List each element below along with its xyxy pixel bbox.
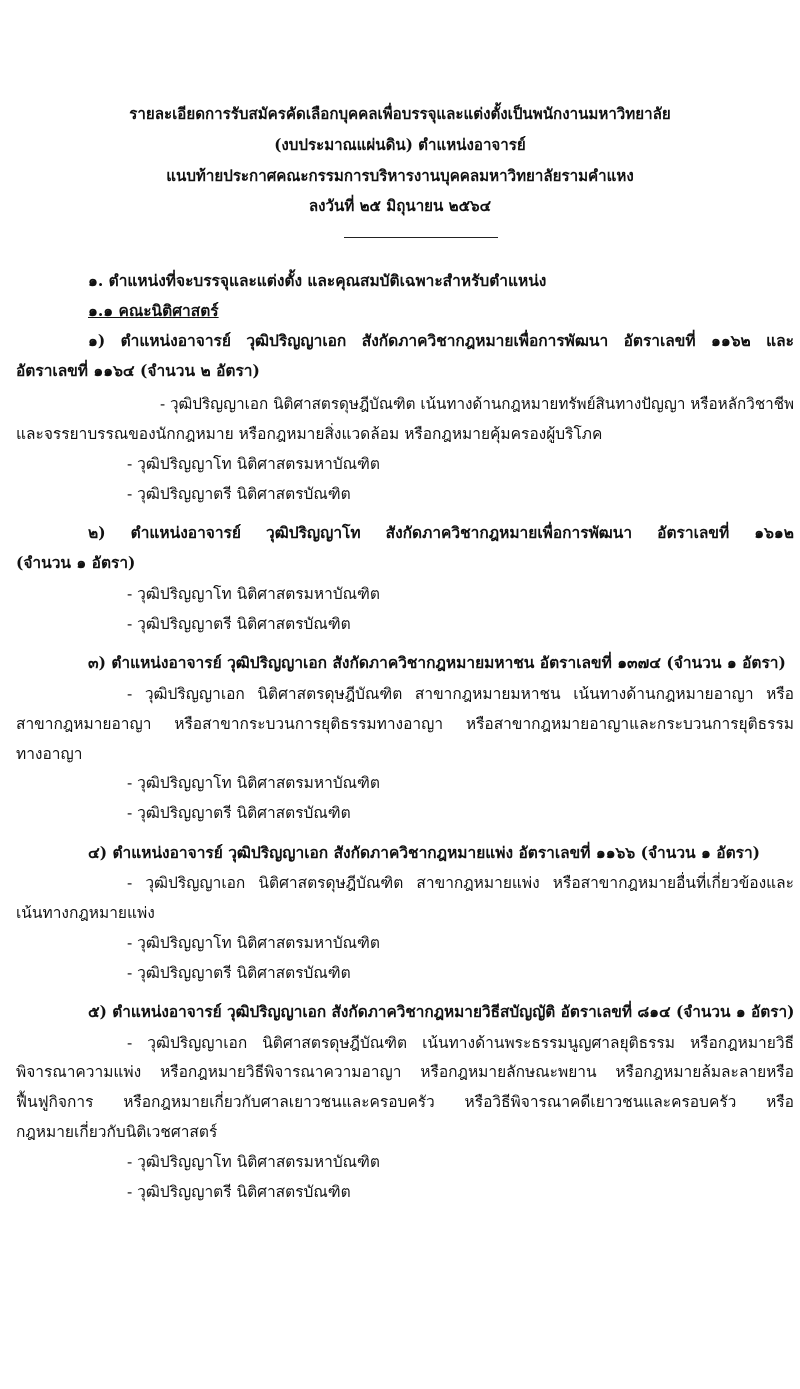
position-1-title: ๑) ตำแหน่งอาจารย์ วุฒิปริญญาเอก สังกัดภาควิชากฎหมายเพื่อการพัฒนา อัตราเลขที่ ๑๑๖๒ และ — [88, 331, 794, 350]
faculty-name: ๑.๑ คณะนิติศาสตร์ — [88, 301, 219, 320]
position-3-desc-cont: สาขากฎหมายอาญา หรือสาขากระบวนการยุติธรรมทางอาญา หรือสาขากฎหมายอาญาและกระบวนการยุติธรรม — [16, 715, 794, 733]
section-subheading — [88, 300, 219, 322]
document-title-line-1: รายละเอียดการรับสมัครคัดเลือกบุคคลเพื่อบรรจุและแต่งตั้งเป็นพนักงานมหาวิทยาลัย — [129, 104, 671, 123]
position-1-qual-bachelors: - วุฒิปริญญาตรี นิติศาสตรบัณฑิต — [127, 485, 351, 503]
position-3-qual-bachelors: - วุฒิปริญญาตรี นิติศาสตรบัณฑิต — [127, 804, 351, 822]
position-2-title: ๒) ตำแหน่งอาจารย์ วุฒิปริญญาโท สังกัดภาควิชากฎหมายเพื่อการพัฒนา อัตราเลขที่ ๑๖๑๒ — [88, 523, 794, 542]
position-1-qual-masters: - วุฒิปริญญาโท นิติศาสตรมหาบัณฑิต — [127, 455, 380, 473]
position-4-desc-cont: เน้นทางกฎหมายแพ่ง — [16, 904, 155, 922]
position-5-desc-end: กฎหมายเกี่ยวกับนิติเวชศาสตร์ — [16, 1123, 218, 1141]
position-4-qual-masters: - วุฒิปริญญาโท นิติศาสตรมหาบัณฑิต — [127, 934, 380, 952]
position-2-title-cont: (จำนวน ๑ อัตรา) — [16, 553, 136, 572]
position-5-desc-cont-2: ฟื้นฟูกิจการ หรือกฎหมายเกี่ยวกับศาลเยาวชนและครอบครัว หรือวิธีพิจารณาคดีเยาวชนและครอบครัว หรือ — [16, 1093, 794, 1111]
document-title-line-2: (งบประมาณแผ่นดิน) ตำแหน่งอาจารย์ — [274, 135, 526, 154]
position-2-qual-masters: - วุฒิปริญญาโท นิติศาสตรมหาบัณฑิต — [127, 585, 380, 603]
position-5-qual-bachelors: - วุฒิปริญญาตรี นิติศาสตรบัณฑิต — [127, 1183, 351, 1201]
position-5-qual-masters: - วุฒิปริญญาโท นิติศาสตรมหาบัณฑิต — [127, 1153, 380, 1171]
position-4-title: ๔) ตำแหน่งอาจารย์ วุฒิปริญญาเอก สังกัดภาควิชากฎหมายแพ่ง อัตราเลขที่ ๑๑๖๖ (จำนวน ๑ อัตรา) — [88, 843, 761, 862]
position-3-title: ๓) ตำแหน่งอาจารย์ วุฒิปริญญาเอก สังกัดภาควิชากฎหมายมหาชน อัตราเลขที่ ๑๓๗๔ (จำนวน ๑ อัตรา) — [88, 653, 786, 672]
position-2-qual-bachelors: - วุฒิปริญญาตรี นิติศาสตรบัณฑิต — [127, 615, 351, 633]
position-4-qual-bachelors: - วุฒิปริญญาตรี นิติศาสตรบัณฑิต — [127, 964, 351, 982]
position-3-desc-end: ทางอาญา — [16, 745, 83, 763]
position-1-title-cont: อัตราเลขที่ ๑๑๖๔ (จำนวน ๒ อัตรา) — [16, 361, 260, 380]
document-title-line-3: แนบท้ายประกาศคณะกรรมการบริหารงานบุคคลมหาวิทยาลัยรามคำแหง — [166, 166, 634, 185]
position-5-title: ๕) ตำแหน่งอาจารย์ วุฒิปริญญาเอก สังกัดภาควิชากฎหมายวิธีสบัญญัติ อัตราเลขที่ ๘๑๔ (จำนวน ๑ อัตรา) — [88, 1002, 795, 1021]
section-heading: ๑. ตำแหน่งที่จะบรรจุและแต่งตั้ง และคุณสมบัติเฉพาะสำหรับตำแหน่ง — [88, 271, 547, 290]
position-4-desc: - วุฒิปริญญาเอก นิติศาสตรดุษฎีบัณฑิต สาขากฎหมายแพ่ง หรือสาขากฎหมายอื่นที่เกี่ยวข้องและ — [127, 874, 794, 892]
document-date-line: ลงวันที่ ๒๕ มิถุนายน ๒๕๖๔ — [308, 196, 492, 215]
position-1-desc: - วุฒิปริญญาเอก นิติศาสตรดุษฎีบัณฑิต เน้นทางด้านกฎหมายทรัพย์สินทางปัญญา หรือหลักวิชาชีพ — [160, 395, 795, 413]
position-5-desc-cont-1: พิจารณาความแพ่ง หรือกฎหมายวิธีพิจารณาความอาญา หรือกฎหมายลักษณะพยาน หรือกฎหมายล้มละลายหรือ — [16, 1063, 794, 1081]
title-divider — [344, 237, 498, 238]
position-3-desc: - วุฒิปริญญาเอก นิติศาสตรดุษฎีบัณฑิต สาขากฎหมายมหาชน เน้นทางด้านกฎหมายอาญา หรือ — [127, 685, 794, 703]
position-5-desc: - วุฒิปริญญาเอก นิติศาสตรดุษฎีบัณฑิต เน้นทางด้านพระธรรมนูญศาลยุติธรรม หรือกฎหมายวิธี — [127, 1034, 794, 1052]
position-1-desc-cont: และจรรยาบรรณของนักกฎหมาย หรือกฎหมายสิ่งแวดล้อม หรือกฎหมายคุ้มครองผู้บริโภค — [16, 425, 603, 443]
position-3-qual-masters: - วุฒิปริญญาโท นิติศาสตรมหาบัณฑิต — [127, 774, 380, 792]
